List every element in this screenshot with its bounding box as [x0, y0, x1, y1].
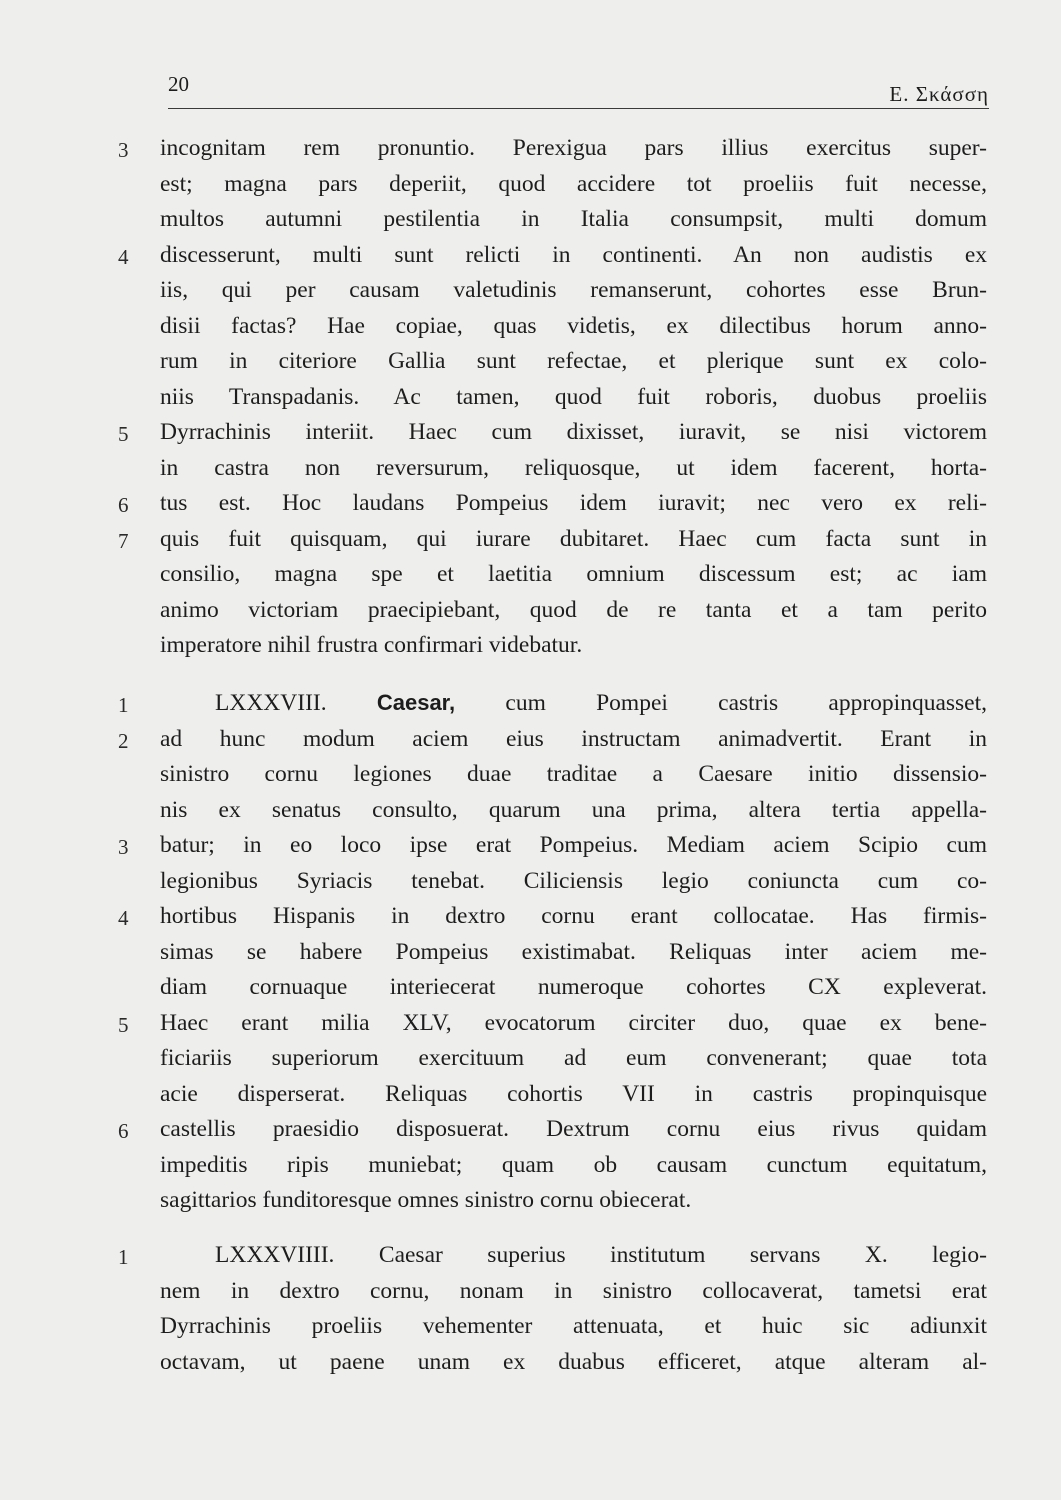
line-number: 1 [118, 693, 129, 717]
text-line [0, 726, 1061, 762]
line-number: 5 [118, 422, 129, 446]
line-text: rum in citeriore Gallia sunt refectae, et plerique sunt ex colo- [160, 348, 987, 374]
paragraph-3 [0, 1242, 1061, 1384]
line-text: discesserunt, multi sunt relicti in continenti. An non audistis ex [160, 241, 987, 268]
line-text [215, 690, 987, 717]
line-text: animo victoriam praecipiebant, quod de re tanta et a tam perito [160, 596, 987, 623]
text-line [0, 490, 1061, 526]
line-text: castellis praesidio disposuerat. Dextrum cornu eius rivus quidam [160, 1116, 987, 1142]
text-line [0, 242, 1061, 278]
line-text: hortibus Hispanis in dextro cornu erant collocatae. Has firmis- [160, 903, 987, 929]
line-number: 6 [118, 1119, 129, 1143]
text-line [0, 526, 1061, 562]
paragraph-1 [0, 135, 1061, 668]
line-text: disii factas? Hae copiae, quas videtis, ex dilectibus horum anno- [160, 312, 987, 339]
line-text: ad hunc modum aciem eius instructam animadvertit. Erant in [160, 725, 987, 752]
text-line [0, 348, 1061, 384]
text-line [0, 974, 1061, 1010]
line-text: legionibus Syriacis tenebat. Ciliciensis legio coniuncta cum co- [160, 867, 987, 894]
chapter-number: LXXXVIII. [215, 690, 327, 716]
line-text: multos autumni pestilentia in Italia consumpsit, multi domum [160, 206, 987, 232]
line-text: Haec erant milia XLV, evocatorum circiter duo, quae ex bene- [160, 1009, 987, 1036]
text-line [0, 939, 1061, 975]
line-text: LXXXVIIII. Caesar superius institutum servans X. legio- [215, 1242, 987, 1268]
text-line [0, 1045, 1061, 1081]
line-number: 5 [118, 1012, 129, 1037]
line-text: batur; in eo loco ipse erat Pompeius. Mediam aciem Scipio cum [160, 832, 987, 858]
line-number: 6 [118, 493, 129, 517]
text-line [0, 797, 1061, 833]
line-number: 4 [118, 906, 129, 930]
text-line [0, 384, 1061, 420]
line-text: ficiariis superiorum exercituum ad eum convenerant; quae tota [160, 1045, 987, 1071]
text-line [0, 1010, 1061, 1046]
text-line [0, 313, 1061, 349]
page-header [168, 70, 989, 109]
line-text: impeditis ripis muniebat; quam ob causam cunctum equitatum, [160, 1151, 987, 1178]
text-line [0, 1349, 1061, 1385]
line-text: nis ex senatus consulto, quarum una prima, altera tertia appella- [160, 796, 987, 823]
text-line [0, 1152, 1061, 1188]
line-text: iis, qui per causam valetudinis remanserunt, cohortes esse Brun- [160, 277, 987, 303]
paragraph-2 [0, 690, 1061, 1223]
line-number: 3 [118, 138, 129, 162]
text-line [0, 761, 1061, 797]
line-text: octavam, ut paene unam ex duabus efficeret, atque alteram al- [160, 1348, 987, 1375]
text-line [0, 1313, 1061, 1349]
line-rest: cum Pompei castris appropinquasset, [505, 690, 988, 716]
line-number: 3 [118, 835, 129, 859]
line-text: consilio, magna spe et laetitia omnium discessum est; ac iam [160, 561, 987, 587]
text-line [0, 277, 1061, 313]
line-number: 1 [118, 1245, 129, 1269]
bold-lead-word: Caesar, [376, 690, 456, 715]
line-text: quis fuit quisquam, qui iurare dubitaret. Haec cum facta sunt in [160, 525, 987, 552]
line-number: 2 [118, 728, 129, 753]
text-line [0, 690, 1061, 726]
text-line [0, 1116, 1061, 1152]
text-line [0, 561, 1061, 597]
text-line [0, 1278, 1061, 1314]
text-line [0, 868, 1061, 904]
page-number: 20 [168, 72, 189, 96]
line-text: Dyrrachinis proeliis vehementer attenuata, et huic sic adiunxit [160, 1313, 987, 1339]
line-text: imperatore nihil frustra confirmari videbatur. [160, 632, 583, 658]
text-line [0, 832, 1061, 868]
text-line [0, 597, 1061, 633]
line-text: est; magna pars deperiit, quod accidere tot proeliis fuit necesse, [160, 170, 987, 197]
text-line [0, 1081, 1061, 1117]
line-text: incognitam rem pronuntio. Perexigua pars illius exercitus super- [160, 135, 987, 161]
text-line [0, 419, 1061, 455]
text-line [0, 455, 1061, 491]
text-line [0, 135, 1061, 171]
line-text: Dyrrachinis interiit. Haec cum dixisset, iuravit, se nisi victorem [160, 419, 987, 445]
line-text: simas se habere Pompeius existimabat. Reliquas inter aciem me- [160, 938, 987, 965]
line-text: niis Transpadanis. Ac tamen, quod fuit roboris, duobus proeliis [160, 383, 987, 410]
text-line [0, 206, 1061, 242]
line-text: sinistro cornu legiones duae traditae a Caesare initio dissensio- [160, 761, 987, 787]
running-title: E. Σκάσση [889, 82, 989, 106]
text-line [0, 171, 1061, 207]
line-text: sagittarios funditoresque omnes sinistro cornu obiecerat. [160, 1187, 692, 1213]
line-text: acie disperserat. Reliquas cohortis VII in castris propinquisque [160, 1080, 987, 1107]
line-text: in castra non reversurum, reliquosque, ut idem facerent, horta- [160, 454, 987, 481]
line-text: tus est. Hoc laudans Pompeius idem iuravit; nec vero ex reli- [160, 490, 987, 516]
text-line [0, 1187, 1061, 1223]
line-number: 4 [118, 244, 129, 269]
text-line [0, 903, 1061, 939]
text-line [0, 1242, 1061, 1278]
line-text: nem in dextro cornu, nonam in sinistro collocaverat, tametsi erat [160, 1277, 987, 1304]
text-line [0, 632, 1061, 668]
line-number: 7 [118, 528, 129, 553]
line-text: diam cornuaque interiecerat numeroque cohortes CX expleverat. [160, 974, 987, 1000]
